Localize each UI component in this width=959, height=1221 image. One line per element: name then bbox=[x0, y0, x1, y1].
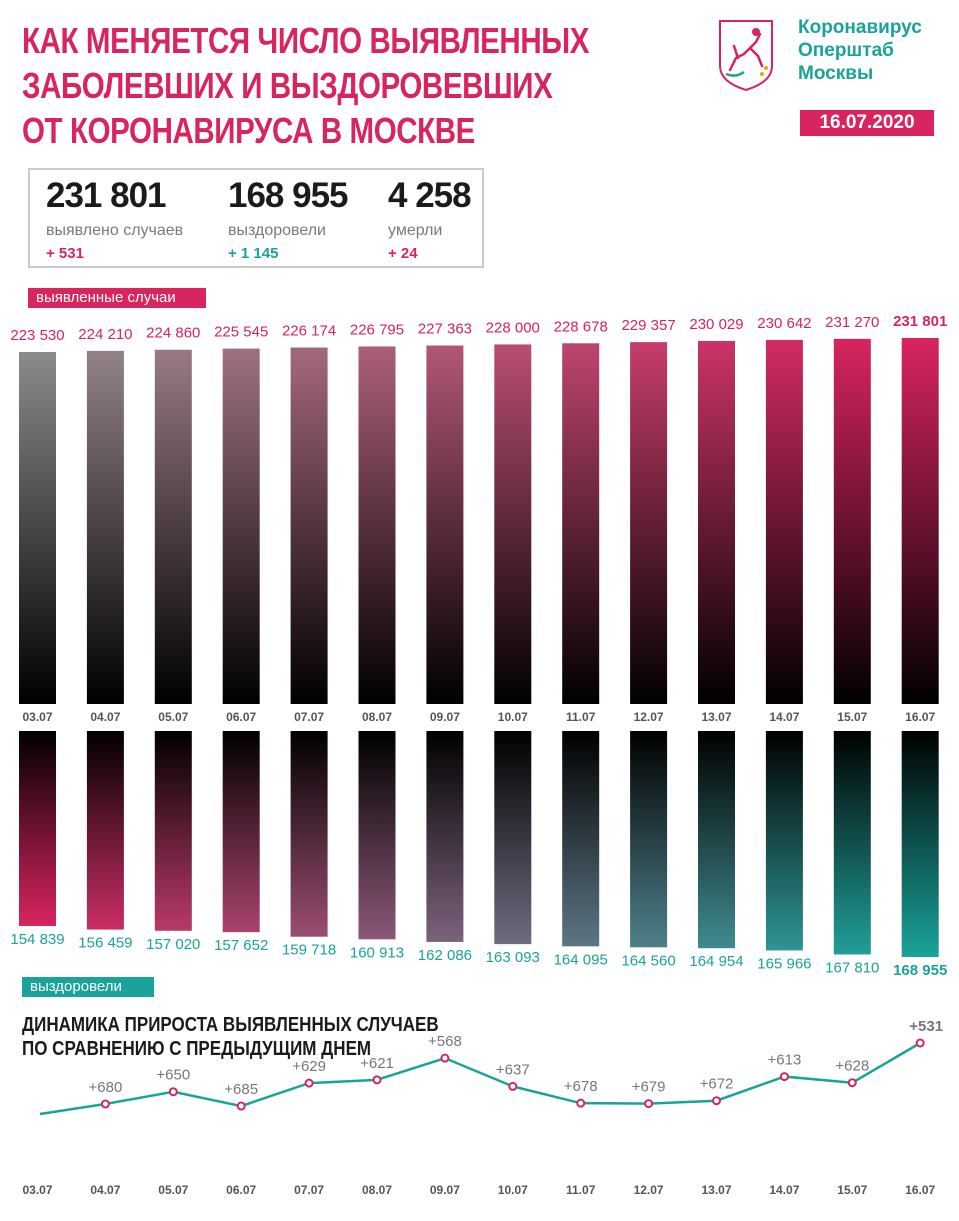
growth-point bbox=[441, 1055, 448, 1062]
cases-value-label: 224 210 bbox=[78, 325, 133, 343]
cases-date-label: 04.07 bbox=[90, 710, 121, 724]
growth-point bbox=[509, 1083, 516, 1090]
cases-bar bbox=[766, 340, 803, 704]
stat-deaths-label: умерли bbox=[388, 222, 443, 239]
growth-date-label: 03.07 bbox=[22, 1183, 53, 1197]
recovered-value-label: 164 560 bbox=[621, 952, 676, 970]
growth-value-label: +568 bbox=[428, 1033, 462, 1051]
growth-value-label: +629 bbox=[292, 1058, 326, 1076]
growth-value-label: +613 bbox=[767, 1051, 802, 1069]
cases-bar bbox=[155, 350, 192, 704]
cases-value-label: 228 000 bbox=[485, 319, 540, 337]
recovered-value-label: 159 718 bbox=[281, 941, 337, 959]
recovered-bar bbox=[291, 731, 328, 937]
cases-date-label: 14.07 bbox=[769, 710, 800, 724]
growth-date-label: 12.07 bbox=[633, 1183, 664, 1197]
cases-date-label: 10.07 bbox=[497, 710, 528, 724]
stat-deaths-delta: + 24 bbox=[388, 245, 418, 262]
cases-value-label: 226 795 bbox=[349, 321, 405, 339]
cases-date-label: 05.07 bbox=[158, 710, 189, 724]
recovered-value-label: 165 966 bbox=[757, 955, 812, 973]
cases-bar bbox=[562, 343, 599, 704]
growth-point bbox=[917, 1040, 924, 1047]
recovered-value-label: 164 954 bbox=[689, 953, 744, 971]
title-line-3: ОТ КОРОНАВИРУСА В МОСКВЕ bbox=[22, 110, 475, 151]
recovered-bar bbox=[902, 731, 939, 957]
stat-recovered-label: выздоровели bbox=[228, 222, 326, 239]
growth-date-label: 08.07 bbox=[361, 1183, 393, 1197]
growth-date-label: 11.07 bbox=[566, 1183, 596, 1197]
growth-value-label: +679 bbox=[631, 1078, 666, 1096]
title-line-2: ЗАБОЛЕВШИХ И ВЫЗДОРОВЕВШИХ bbox=[22, 65, 553, 106]
growth-value-label: +628 bbox=[835, 1057, 870, 1075]
date-badge: 16.07.2020 bbox=[800, 110, 934, 136]
cases-bar bbox=[834, 339, 871, 704]
cases-date-label: 06.07 bbox=[226, 710, 257, 724]
recovered-value-label: 156 459 bbox=[78, 934, 133, 952]
cases-value-label: 229 357 bbox=[621, 317, 676, 335]
growth-date-label: 06.07 bbox=[226, 1183, 257, 1197]
stat-cases-label: выявлено случаев bbox=[46, 222, 184, 239]
cases-bar bbox=[494, 344, 531, 704]
stat-recovered-delta: + 1 145 bbox=[228, 245, 279, 262]
cases-bar bbox=[426, 346, 463, 704]
recovered-bar bbox=[359, 731, 396, 939]
growth-date-label: 10.07 bbox=[497, 1183, 528, 1197]
recovered-chart-title: выздоровели bbox=[22, 977, 154, 997]
growth-date-label: 14.07 bbox=[769, 1183, 800, 1197]
cases-bar bbox=[19, 352, 56, 704]
cases-date-label: 15.07 bbox=[837, 710, 868, 724]
cases-date-label: 09.07 bbox=[429, 710, 460, 724]
cases-value-label: 230 642 bbox=[757, 314, 812, 332]
cases-bar bbox=[223, 349, 260, 704]
cases-bar bbox=[902, 338, 939, 704]
recovered-value-label: 154 839 bbox=[10, 931, 65, 948]
cases-date-label: 03.07 bbox=[22, 710, 53, 724]
cases-value-label: 225 545 bbox=[214, 323, 269, 341]
growth-date-label: 05.07 bbox=[158, 1183, 189, 1197]
recovered-value-label: 164 095 bbox=[553, 951, 608, 969]
cases-date-label: 08.07 bbox=[361, 710, 393, 724]
stat-cases-value: 231 801 bbox=[46, 176, 166, 215]
recovered-bar bbox=[766, 731, 803, 950]
brand-name: Коронавирус Оперштаб Москвы bbox=[798, 17, 922, 84]
cases-bar bbox=[291, 348, 328, 704]
growth-point bbox=[713, 1097, 720, 1104]
recovered-value-label: 157 652 bbox=[214, 937, 269, 955]
cases-value-label: 226 174 bbox=[281, 322, 337, 340]
recovered-value-label: 160 913 bbox=[349, 944, 405, 962]
recovered-value-label: 168 955 bbox=[893, 962, 948, 979]
recovered-bar bbox=[698, 731, 735, 948]
cases-date-label: 16.07 bbox=[905, 710, 936, 724]
recovered-value-label: 157 020 bbox=[146, 935, 201, 953]
cases-date-label: 07.07 bbox=[294, 710, 325, 724]
stat-deaths-value: 4 258 bbox=[388, 176, 471, 215]
cases-value-label: 228 678 bbox=[553, 318, 608, 336]
growth-point bbox=[102, 1101, 109, 1108]
cases-value-label: 223 530 bbox=[10, 327, 65, 344]
recovered-bar bbox=[630, 731, 667, 947]
cases-date-label: 13.07 bbox=[701, 710, 732, 724]
recovered-bar bbox=[562, 731, 599, 946]
stat-cases-delta: + 531 bbox=[46, 245, 84, 262]
growth-date-label: 07.07 bbox=[294, 1183, 325, 1197]
recovered-bar bbox=[19, 731, 56, 926]
cases-value-label: 231 801 bbox=[893, 313, 948, 330]
stat-recovered-value: 168 955 bbox=[228, 176, 348, 215]
cases-bar bbox=[87, 351, 124, 704]
growth-point bbox=[645, 1100, 652, 1107]
cases-date-label: 12.07 bbox=[633, 710, 664, 724]
growth-chart-title: ДИНАМИКА ПРИРОСТА ВЫЯВЛЕННЫХ СЛУЧАЕВ ПО СРАВНЕНИЮ С ПРЕДЫДУЩИМ ДНЕМ bbox=[22, 1014, 439, 1060]
recovered-value-label: 167 810 bbox=[825, 959, 880, 977]
cases-value-label: 230 029 bbox=[689, 315, 744, 333]
growth-value-label: +685 bbox=[224, 1081, 259, 1099]
growth-value-label: +678 bbox=[563, 1078, 598, 1096]
cases-bar bbox=[359, 346, 396, 704]
growth-point bbox=[781, 1073, 788, 1080]
recovered-bar bbox=[494, 731, 531, 944]
growth-point bbox=[577, 1100, 584, 1107]
growth-value-label: +650 bbox=[156, 1066, 191, 1084]
recovered-bar bbox=[426, 731, 463, 942]
growth-date-label: 16.07 bbox=[905, 1183, 936, 1197]
growth-point bbox=[238, 1103, 245, 1110]
cases-value-label: 227 363 bbox=[417, 320, 473, 338]
recovered-bar bbox=[223, 731, 260, 932]
growth-date-label: 09.07 bbox=[429, 1183, 460, 1197]
recovered-bar bbox=[834, 731, 871, 954]
growth-value-label: +672 bbox=[699, 1075, 734, 1093]
cases-date-label: 11.07 bbox=[566, 710, 596, 724]
growth-date-label: 13.07 bbox=[701, 1183, 732, 1197]
growth-value-label: +531 bbox=[909, 1018, 944, 1035]
cases-chart-title: выявленные случаи bbox=[28, 288, 206, 308]
growth-value-label: +637 bbox=[495, 1061, 530, 1079]
cases-bar bbox=[698, 341, 735, 704]
recovered-value-label: 163 093 bbox=[485, 949, 540, 967]
growth-point bbox=[170, 1088, 177, 1095]
growth-point bbox=[306, 1080, 313, 1087]
cases-value-label: 224 860 bbox=[146, 324, 201, 342]
title-line-1: КАК МЕНЯЕТСЯ ЧИСЛО ВЫЯВЛЕННЫХ bbox=[22, 20, 590, 61]
growth-value-label: +680 bbox=[88, 1079, 123, 1096]
growth-point bbox=[849, 1079, 856, 1086]
growth-date-label: 04.07 bbox=[90, 1183, 121, 1197]
recovered-value-label: 162 086 bbox=[417, 946, 473, 964]
recovered-bar bbox=[155, 731, 192, 931]
growth-date-label: 15.07 bbox=[837, 1183, 868, 1197]
cases-bar bbox=[630, 342, 667, 704]
cases-value-label: 231 270 bbox=[825, 313, 880, 331]
recovered-bar bbox=[87, 731, 124, 930]
growth-point bbox=[374, 1076, 381, 1083]
growth-value-label: +621 bbox=[360, 1054, 394, 1072]
